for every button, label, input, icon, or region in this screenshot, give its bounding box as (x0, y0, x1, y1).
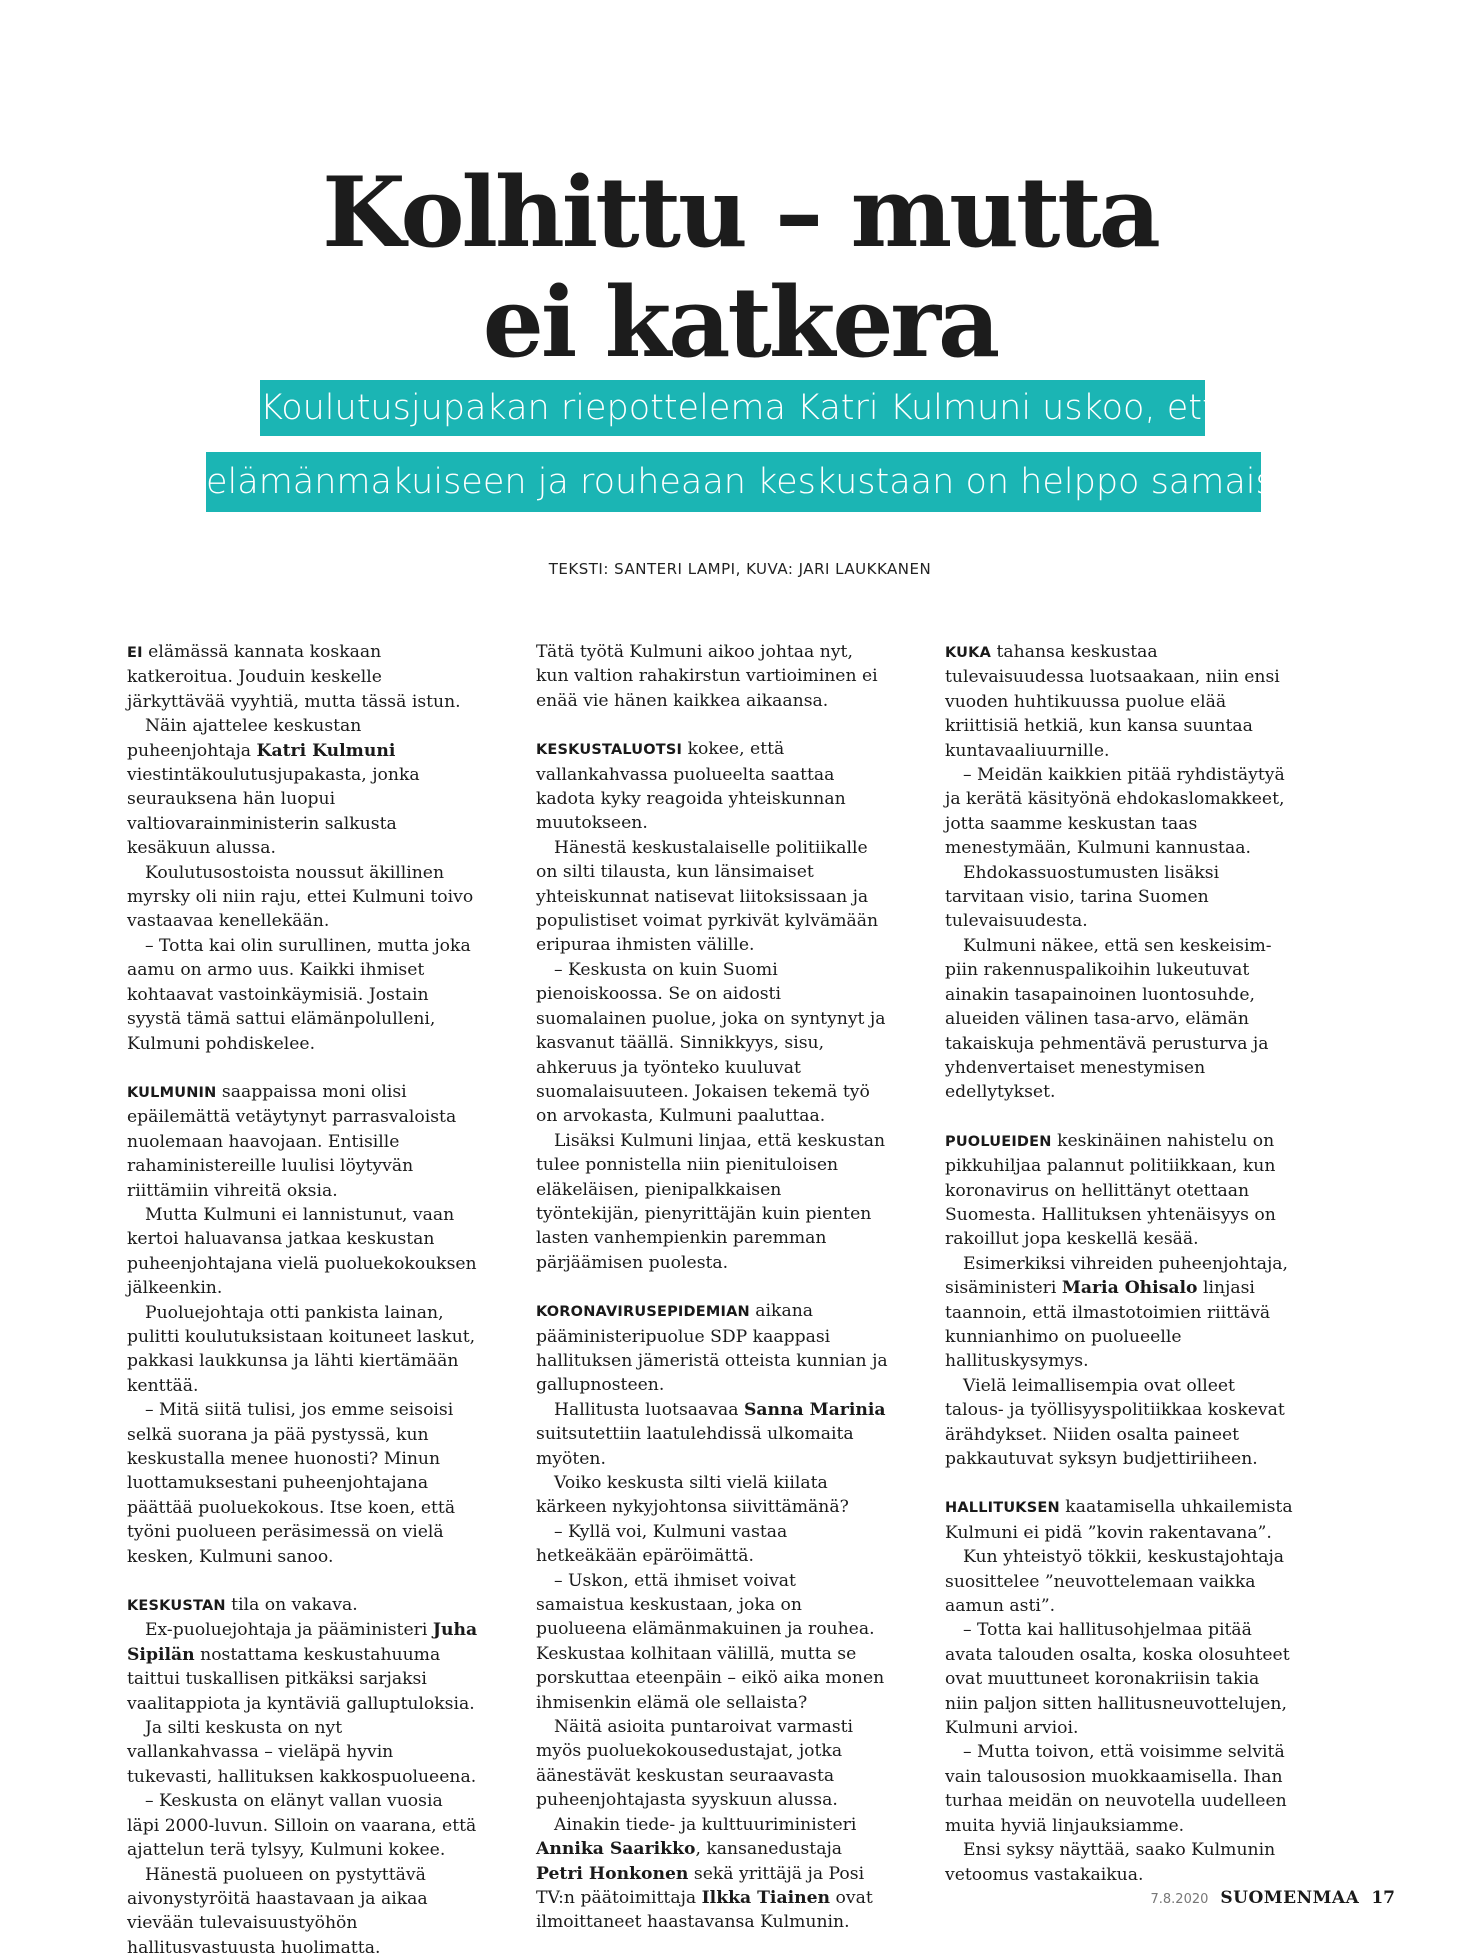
paragraph (536, 958, 888, 1129)
person-name: Katri Kulmuni (257, 741, 396, 761)
paragraph-text: saappaissa moni olisi epäilemättä vetäytynyt parrasvaloista nuolemaan haavojaan. Entisille rahaministereille luulisi löytyvän riittämiin vihreitä oksia. (127, 1082, 456, 1201)
paragraph-text: nostattama keskustahuuma taittui tuskallisen pitkäksi sarjaksi vaalitappiota ja kyntäviä galluptuloksia. (127, 1645, 475, 1714)
paragraph-text: keskinäinen nahistelu on pikkuhiljaa palannut politiikkaan, kun koronavirus on hellittänyt otettaan Suomesta. Hallituksen yhtenäisyys on rakoillut jopa keskellä kesää. (945, 1131, 1276, 1250)
headline-line-1: Kolhittu – mutta (0, 158, 1480, 268)
paragraph (945, 1129, 1297, 1252)
paragraph (127, 861, 479, 934)
paragraph (127, 640, 479, 714)
paragraph-text: Vielä leimallisempia ovat olleet talous- ja työllisyyspolitiikkaa koskevat ärähdykset. Niiden osalta paineet pakkautuvat syksyn budjettiriiheen. (945, 1376, 1285, 1469)
paragraph-text: – Uskon, että ihmiset voivat samaistua keskustaan, joka on puolueena elämänmakuinen ja rouhea. Keskustaa kolhitaan välillä, mutta se porskuttaa eteenpäin – eikö aika monen ihmisenkin elämä ole sellaista? (536, 1571, 884, 1713)
paragraph-text: Lisäksi Kulmuni linjaa, että keskustan tulee ponnistella niin pienituloisen eläkeläisen, pienipalkkaisen työntekijän, pienyrittäjän kuin pienten lasten vanhempienkin paremman pärjäämisen puolesta. (536, 1131, 885, 1273)
paragraph (945, 1838, 1297, 1887)
paragraph (127, 1789, 479, 1862)
paragraph (945, 1374, 1297, 1472)
article-body (127, 640, 1297, 1960)
paragraph (945, 861, 1297, 934)
paragraph (945, 1495, 1297, 1545)
paragraph (945, 640, 1297, 763)
paragraph (945, 1740, 1297, 1838)
paragraph-text: Ensi syksy näyttää, saako Kulmunin vetoomus vastakaikua. (945, 1840, 1275, 1884)
person-name: Juha Sipilän (127, 1620, 477, 1664)
paragraph-text: Voiko keskusta silti vielä kiilata kärkeen nykyjohtonsa siivittämänä? (536, 1473, 849, 1517)
paragraph (127, 934, 479, 1056)
publication-name: SUOMENMAA (1220, 1888, 1359, 1908)
deck-line-2: elämänmakuiseen ja rouheaan keskustaan on helppo samaistua. (206, 452, 1261, 512)
page-number: 17 (1371, 1888, 1395, 1908)
section-lead-word: KESKUSTAN (127, 1598, 226, 1614)
paragraph (536, 640, 888, 713)
issue-date: 7.8.2020 (1151, 1892, 1209, 1907)
column-2 (536, 640, 888, 1960)
section-lead-word: PUOLUEIDEN (945, 1134, 1052, 1150)
paragraph (945, 1618, 1297, 1740)
paragraph-text: Mutta Kulmuni ei lannistunut, vaan kertoi haluavansa jatkaa keskustan puheenjohtajana vielä puoluekokouksen jälkeenkin. (127, 1205, 477, 1298)
paragraph (945, 1545, 1297, 1618)
paragraph-text: Näin ajattelee keskustan puheenjohtaja (127, 716, 361, 760)
paragraph (945, 934, 1297, 1105)
paragraph (536, 1398, 888, 1471)
paragraph-text: Tätä työtä Kulmuni aikoo johtaa nyt, kun valtion rahakirstun vartioiminen ei enää vie hänen kaikkea aikaansa. (536, 642, 878, 711)
paragraph-text: Koulutusostoista noussut äkillinen myrsky oli niin raju, ettei Kulmuni toivo vastaavaa kenellekään. (127, 863, 473, 932)
person-name: Petri Honkonen (536, 1864, 688, 1884)
paragraph-text: kaatamisella uhkailemista Kulmuni ei pidä ”kovin rakentavana”. (945, 1497, 1293, 1542)
paragraph (536, 1813, 888, 1935)
person-name: Annika Saarikko (536, 1839, 695, 1859)
paragraph-text: Hallitusta luotsaavaa (554, 1400, 744, 1420)
paragraph-text: aikana pääministeripuolue SDP kaappasi hallituksen jämeristä otteista kunnian ja gallupnosteen. (536, 1301, 888, 1395)
paragraph-text: Esimerkiksi vihreiden puheenjohtaja, sisäministeri (945, 1254, 1288, 1298)
paragraph-text: – Mutta toivon, että voisimme selvitä vain talousosion muokkaamisella. Ihan turhaa meidän on neuvotella uudelleen muita hyviä linjauksiamme. (945, 1742, 1287, 1835)
section-lead-word: HALLITUKSEN (945, 1500, 1060, 1516)
page-footer (1151, 1888, 1396, 1908)
column-1 (127, 640, 479, 1960)
paragraph-text: Kulmuni näkee, että sen keskeisim-piin rakennuspalikoihin lukeutuvat ainakin tasapainoinen luontosuhde, alueiden välinen tasa-arvo, elämän takaiskuja pehmentävä perusturva ja yhdenvertaiset menestymisen edellytykset. (945, 936, 1272, 1102)
paragraph-text: Näitä asioita puntaroivat varmasti myös puoluekokousedustajat, jotka äänestävät keskustan seuraavasta puheenjohtajasta syyskuun alussa. (536, 1717, 853, 1810)
section-lead-word: EI (127, 645, 143, 661)
person-name: Sanna Marinia (744, 1400, 886, 1420)
paragraph-text: Ex-puoluejohtaja ja pääministeri (145, 1620, 433, 1640)
paragraph-text: sekä yrittäjä ja Posi TV:n päätoimittaja (536, 1864, 864, 1908)
paragraph (536, 1569, 888, 1715)
paragraph (536, 1129, 888, 1275)
paragraph (127, 1080, 479, 1203)
paragraph (536, 737, 888, 836)
person-name: Ilkka Tiainen (702, 1888, 830, 1908)
paragraph-text: – Keskusta on kuin Suomi pienoiskoossa. Se on aidosti suomalainen puolue, joka on syntynyt ja kasvanut täällä. Sinnikkyys, sisu, ahkeruus ja työnteko kuuluvat suomalaisuuteen. Jokaisen tekemä työ on arvokasta, Kulmuni paaluttaa. (536, 960, 886, 1126)
paragraph-text: ovat ilmoittaneet haastavansa Kulmunin. (536, 1888, 873, 1932)
paragraph-text: viestintäkoulutusjupakasta, jonka seurauksena hän luopui valtiovarainministerin salkusta kesäkuun alussa. (127, 765, 420, 858)
paragraph-text: Hänestä puolueen on pystyttävä aivonystyröitä haastavaan ja aikaa vievään tulevaisuustyöhön hallitusvastuusta huolimatta. (127, 1865, 428, 1958)
person-name: Maria Ohisalo (1062, 1278, 1198, 1298)
paragraph-text: tila on vakava. (226, 1595, 358, 1615)
paragraph (127, 1203, 479, 1301)
paragraph (127, 1618, 479, 1716)
paragraph-text: – Totta kai olin surullinen, mutta joka aamu on armo uus. Kaikki ihmiset kohtaavat vastoinkäymisiä. Jostain syystä tämä sattui elämänpolulleni, Kulmuni pohdiskelee. (127, 936, 471, 1054)
paragraph (127, 714, 479, 860)
paragraph-text: kokee, että vallankahvassa puolueelta saattaa kadota kyky reagoida yhteiskunnan muutokseen. (536, 739, 846, 833)
paragraph-text: – Meidän kaikkien pitää ryhdistäytyä ja kerätä käsityönä ehdokaslomakkeet, jotta saamme keskustan taas menestymään, Kulmuni kannustaa. (945, 765, 1285, 858)
headline-line-2: ei katkera (0, 268, 1480, 378)
paragraph (127, 1863, 479, 1960)
paragraph-text: Ja silti keskusta on nyt vallankahvassa – vieläpä hyvin tukevasti, hallituksen kakkospuolueena. (127, 1718, 476, 1787)
paragraph (536, 836, 888, 958)
section-lead-word: KORONAVIRUSEPIDEMIAN (536, 1304, 750, 1320)
paragraph-text: suitsutettiin laatulehdissä ulkomaita myöten. (536, 1424, 854, 1468)
paragraph (536, 1520, 888, 1569)
section-lead-word: KUKA (945, 645, 991, 661)
paragraph (536, 1471, 888, 1520)
paragraph (536, 1715, 888, 1813)
headline (0, 158, 1480, 378)
section-lead-word: KESKUSTALUOTSI (536, 742, 682, 758)
paragraph-text: Hänestä keskustalaiselle politiikalle on silti tilausta, kun länsimaiset yhteiskunnat natisevat liitoksissaan ja populistiset voimat pyrkivät kylvämään eripuraa ihmisten välille. (536, 838, 878, 956)
paragraph-text: Puoluejohtaja otti pankista lainan, pulitti koulutuksistaan koituneet laskut, pakkasi laukkunsa ja lähti kiertämään kenttää. (127, 1303, 475, 1396)
paragraph (536, 1299, 888, 1398)
deck-line-1: Koulutusjupakan riepottelema Katri Kulmuni uskoo, että (260, 380, 1205, 436)
paragraph (945, 763, 1297, 861)
paragraph (127, 1716, 479, 1789)
paragraph-text: Kun yhteistyö tökkii, keskustajohtaja suosittelee ”neuvottelemaan vaikka aamun asti”. (945, 1547, 1284, 1616)
paragraph (127, 1593, 479, 1618)
paragraph-text: – Totta kai hallitusohjelmaa pitää avata talouden osalta, koska olosuhteet ovat muuttuneet koronakriisin takia niin paljon sitten hallitusneuvottelujen, Kulmuni arvioi. (945, 1620, 1290, 1738)
paragraph (127, 1301, 479, 1399)
paragraph-text: , kansanedustaja (695, 1839, 842, 1859)
byline: TEKSTI: SANTERI LAMPI, KUVA: JARI LAUKKANEN (0, 560, 1480, 578)
paragraph (945, 1252, 1297, 1374)
section-lead-word: KULMUNIN (127, 1085, 216, 1101)
paragraph-text: elämässä kannata koskaan katkeroitua. Jouduin keskelle järkyttävää vyyhtiä, mutta tässä istun. (127, 642, 461, 712)
paragraph-text: – Kyllä voi, Kulmuni vastaa hetkeäkään epäröimättä. (536, 1522, 787, 1566)
column-3 (945, 640, 1297, 1960)
paragraph-text: Ehdokassuostumusten lisäksi tarvitaan visio, tarina Suomen tulevaisuudesta. (945, 863, 1219, 932)
paragraph-text: tahansa keskustaa tulevaisuudessa luotsaakaan, niin ensi vuoden huhtikuussa puolue elää kriittisiä hetkiä, kun kansa suuntaa kuntavaaliuurnille. (945, 642, 1280, 761)
paragraph-text: – Keskusta on elänyt vallan vuosia läpi 2000-luvun. Silloin on vaarana, että ajattelun terä tylsyy, Kulmuni kokee. (127, 1791, 476, 1860)
paragraph (127, 1398, 479, 1569)
paragraph-text: – Mitä siitä tulisi, jos emme seisoisi selkä suorana ja pää pystyssä, kun keskustalla menee huonosti? Minun luottamuksestani puheenjohtajana päättää puoluekokous. Itse koen, että työni puolueen peräsimessä on vielä kesken, Kulmuni sanoo. (127, 1400, 455, 1566)
paragraph-text: linjasi taannoin, että ilmastotoimien riittävä kunnianhimo on puolueelle hallituskysymys. (945, 1278, 1270, 1371)
paragraph-text: Ainakin tiede- ja kulttuuriministeri (554, 1815, 856, 1835)
